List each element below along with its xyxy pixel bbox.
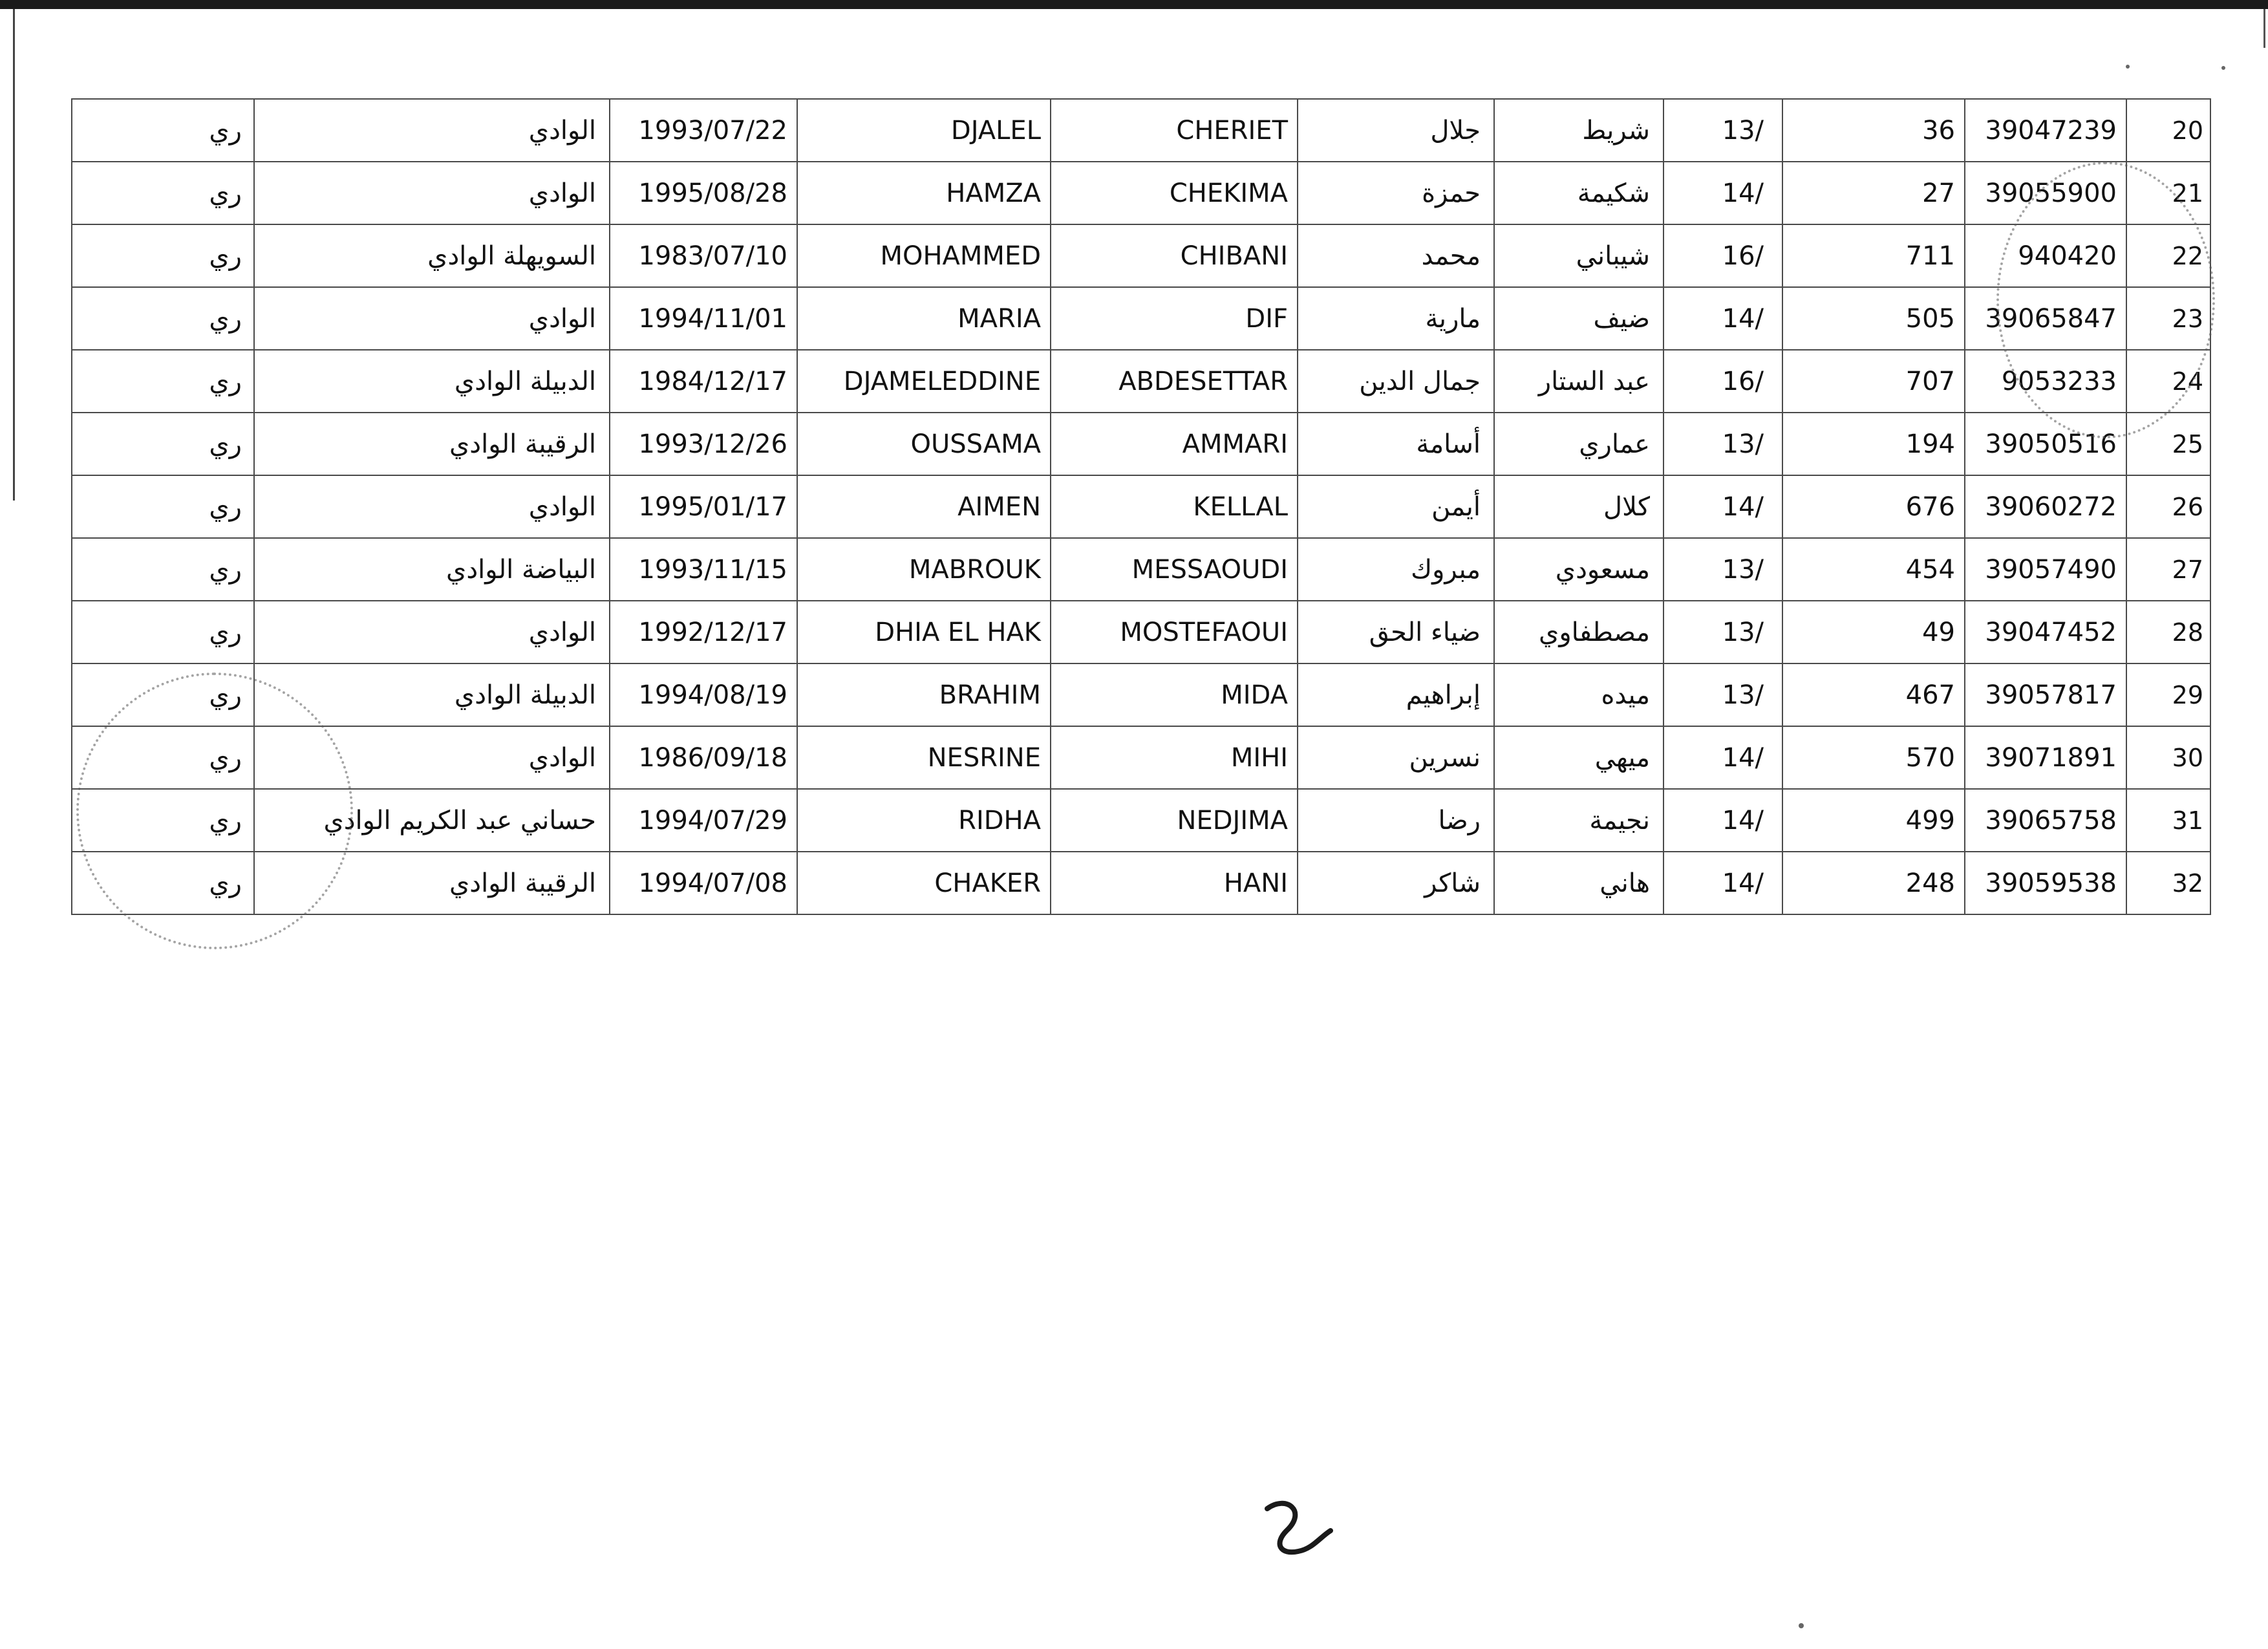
table-row: [72, 663, 2210, 726]
last-name-arabic-cell: نجيمة: [1494, 789, 1664, 852]
birthdate-cell: 1993/07/22: [610, 99, 797, 162]
official-stamp: [1996, 162, 2215, 438]
row-index-cell: 30: [2126, 726, 2210, 789]
first-name-latin-cell: DHIA EL HAK: [797, 601, 1051, 663]
scan-speck: [2126, 65, 2130, 69]
first-name-latin-cell: MOHAMMED: [797, 224, 1051, 287]
birthplace-cell: الدبيلة الوادي: [254, 663, 610, 726]
table-row: [72, 789, 2210, 852]
table-row: [72, 413, 2210, 475]
last-name-arabic-cell: شيباني: [1494, 224, 1664, 287]
last-name-latin-cell: ABDESETTAR: [1051, 350, 1298, 413]
registration-number-cell: 940420: [1965, 224, 2126, 287]
first-name-latin-cell: DJAMELEDDINE: [797, 350, 1051, 413]
registration-number-cell: 39060272: [1965, 475, 2126, 538]
seat-number-cell: 49: [1782, 601, 1965, 663]
table-row: [72, 852, 2210, 914]
birthdate-cell: 1986/09/18: [610, 726, 797, 789]
birthplace-cell: البياضة الوادي: [254, 538, 610, 601]
first-name-arabic-cell: جلال: [1298, 99, 1494, 162]
class-cell: 13/: [1664, 538, 1782, 601]
class-cell: 16/: [1664, 350, 1782, 413]
table-row: [72, 350, 2210, 413]
scan-edge-right: [2263, 9, 2265, 48]
last-name-latin-cell: KELLAL: [1051, 475, 1298, 538]
first-name-arabic-cell: مارية: [1298, 287, 1494, 350]
class-cell: 13/: [1664, 663, 1782, 726]
row-index-cell: 28: [2126, 601, 2210, 663]
birthplace-cell: الرقيبة الوادي: [254, 413, 610, 475]
class-cell: 14/: [1664, 287, 1782, 350]
status-cell: ري: [72, 538, 254, 601]
last-name-arabic-cell: عماري: [1494, 413, 1664, 475]
registration-number-cell: 39065758: [1965, 789, 2126, 852]
row-index-cell: 20: [2126, 99, 2210, 162]
seat-number-cell: 36: [1782, 99, 1965, 162]
last-name-latin-cell: CHERIET: [1051, 99, 1298, 162]
status-cell: ري: [72, 287, 254, 350]
status-cell: ري: [72, 224, 254, 287]
handwritten-page-mark: [1248, 1497, 1345, 1568]
first-name-latin-cell: BRAHIM: [797, 663, 1051, 726]
first-name-arabic-cell: جمال الدين: [1298, 350, 1494, 413]
first-name-arabic-cell: أسامة: [1298, 413, 1494, 475]
row-index-cell: 27: [2126, 538, 2210, 601]
seat-number-cell: 27: [1782, 162, 1965, 224]
last-name-latin-cell: DIF: [1051, 287, 1298, 350]
first-name-latin-cell: CHAKER: [797, 852, 1051, 914]
birthplace-cell: الرقيبة الوادي: [254, 852, 610, 914]
birthdate-cell: 1983/07/10: [610, 224, 797, 287]
registration-number-cell: 39059538: [1965, 852, 2126, 914]
table-row: [72, 601, 2210, 663]
first-name-arabic-cell: حمزة: [1298, 162, 1494, 224]
last-name-arabic-cell: ميهي: [1494, 726, 1664, 789]
birthplace-cell: الوادي: [254, 287, 610, 350]
birthplace-cell: الوادي: [254, 475, 610, 538]
first-name-arabic-cell: رضا: [1298, 789, 1494, 852]
status-cell: ري: [72, 413, 254, 475]
row-index-cell: 23: [2126, 287, 2210, 350]
roster-table: [71, 98, 2211, 915]
row-index-cell: 24: [2126, 350, 2210, 413]
class-cell: 14/: [1664, 475, 1782, 538]
row-index-cell: 32: [2126, 852, 2210, 914]
birthplace-cell: السويهلة الوادي: [254, 224, 610, 287]
first-name-arabic-cell: مبروك: [1298, 538, 1494, 601]
table-row: [72, 162, 2210, 224]
first-name-latin-cell: MABROUK: [797, 538, 1051, 601]
birthdate-cell: 1984/12/17: [610, 350, 797, 413]
class-cell: 14/: [1664, 726, 1782, 789]
registration-number-cell: 39057490: [1965, 538, 2126, 601]
birthdate-cell: 1993/12/26: [610, 413, 797, 475]
birthplace-cell: الوادي: [254, 726, 610, 789]
status-cell: ري: [72, 789, 254, 852]
birthdate-cell: 1994/07/29: [610, 789, 797, 852]
first-name-arabic-cell: ضياء الحق: [1298, 601, 1494, 663]
last-name-arabic-cell: شريط: [1494, 99, 1664, 162]
class-cell: 13/: [1664, 99, 1782, 162]
first-name-arabic-cell: أيمن: [1298, 475, 1494, 538]
last-name-latin-cell: CHEKIMA: [1051, 162, 1298, 224]
last-name-arabic-cell: شكيمة: [1494, 162, 1664, 224]
first-name-arabic-cell: إبراهيم: [1298, 663, 1494, 726]
first-name-arabic-cell: محمد: [1298, 224, 1494, 287]
last-name-latin-cell: MESSAOUDI: [1051, 538, 1298, 601]
seat-number-cell: 499: [1782, 789, 1965, 852]
row-index-cell: 29: [2126, 663, 2210, 726]
registration-number-cell: 39065847: [1965, 287, 2126, 350]
registration-number-cell: 39050516: [1965, 413, 2126, 475]
seat-number-cell: 248: [1782, 852, 1965, 914]
last-name-latin-cell: NEDJIMA: [1051, 789, 1298, 852]
last-name-arabic-cell: كلال: [1494, 475, 1664, 538]
birthdate-cell: 1992/12/17: [610, 601, 797, 663]
scan-edge-top: [0, 0, 2268, 9]
birthdate-cell: 1994/07/08: [610, 852, 797, 914]
last-name-arabic-cell: مسعودي: [1494, 538, 1664, 601]
status-cell: ري: [72, 350, 254, 413]
class-cell: 14/: [1664, 852, 1782, 914]
official-stamp: [76, 673, 353, 949]
seat-number-cell: 467: [1782, 663, 1965, 726]
row-index-cell: 25: [2126, 413, 2210, 475]
seat-number-cell: 711: [1782, 224, 1965, 287]
last-name-latin-cell: MIHI: [1051, 726, 1298, 789]
registration-number-cell: 39047452: [1965, 601, 2126, 663]
birthdate-cell: 1993/11/15: [610, 538, 797, 601]
status-cell: ري: [72, 475, 254, 538]
status-cell: ري: [72, 726, 254, 789]
status-cell: ري: [72, 162, 254, 224]
birthplace-cell: الدبيلة الوادي: [254, 350, 610, 413]
birthdate-cell: 1994/11/01: [610, 287, 797, 350]
roster-body: [72, 99, 2210, 914]
table-row: [72, 99, 2210, 162]
status-cell: ري: [72, 852, 254, 914]
birthplace-cell: الوادي: [254, 162, 610, 224]
first-name-latin-cell: DJALEL: [797, 99, 1051, 162]
seat-number-cell: 570: [1782, 726, 1965, 789]
birthdate-cell: 1994/08/19: [610, 663, 797, 726]
registration-number-cell: 39055900: [1965, 162, 2126, 224]
status-cell: ري: [72, 601, 254, 663]
class-cell: 16/: [1664, 224, 1782, 287]
first-name-latin-cell: HAMZA: [797, 162, 1051, 224]
row-index-cell: 21: [2126, 162, 2210, 224]
registration-number-cell: 9053233: [1965, 350, 2126, 413]
first-name-arabic-cell: شاكر: [1298, 852, 1494, 914]
row-index-cell: 26: [2126, 475, 2210, 538]
status-cell: ري: [72, 663, 254, 726]
scan-edge-left: [13, 9, 15, 501]
birthdate-cell: 1995/08/28: [610, 162, 797, 224]
seat-number-cell: 454: [1782, 538, 1965, 601]
last-name-arabic-cell: هاني: [1494, 852, 1664, 914]
last-name-arabic-cell: ضيف: [1494, 287, 1664, 350]
table-row: [72, 538, 2210, 601]
table-row: [72, 726, 2210, 789]
row-index-cell: 22: [2126, 224, 2210, 287]
last-name-arabic-cell: عبد الستار: [1494, 350, 1664, 413]
last-name-latin-cell: MIDA: [1051, 663, 1298, 726]
class-cell: 14/: [1664, 162, 1782, 224]
class-cell: 13/: [1664, 601, 1782, 663]
scan-speck: [1799, 1623, 1804, 1628]
class-cell: 13/: [1664, 413, 1782, 475]
first-name-latin-cell: AIMEN: [797, 475, 1051, 538]
first-name-latin-cell: NESRINE: [797, 726, 1051, 789]
status-cell: ري: [72, 99, 254, 162]
registration-number-cell: 39057817: [1965, 663, 2126, 726]
last-name-latin-cell: CHIBANI: [1051, 224, 1298, 287]
last-name-arabic-cell: مصطفاوي: [1494, 601, 1664, 663]
first-name-latin-cell: MARIA: [797, 287, 1051, 350]
last-name-latin-cell: AMMARI: [1051, 413, 1298, 475]
table-row: [72, 287, 2210, 350]
birthdate-cell: 1995/01/17: [610, 475, 797, 538]
birthplace-cell: الوادي: [254, 601, 610, 663]
scan-speck: [2221, 66, 2225, 70]
first-name-latin-cell: OUSSAMA: [797, 413, 1051, 475]
registration-number-cell: 39047239: [1965, 99, 2126, 162]
last-name-latin-cell: MOSTEFAOUI: [1051, 601, 1298, 663]
class-cell: 14/: [1664, 789, 1782, 852]
last-name-latin-cell: HANI: [1051, 852, 1298, 914]
seat-number-cell: 676: [1782, 475, 1965, 538]
seat-number-cell: 505: [1782, 287, 1965, 350]
first-name-arabic-cell: نسرين: [1298, 726, 1494, 789]
first-name-latin-cell: RIDHA: [797, 789, 1051, 852]
birthplace-cell: الوادي: [254, 99, 610, 162]
row-index-cell: 31: [2126, 789, 2210, 852]
birthplace-cell: حساني عبد الكريم الوادي: [254, 789, 610, 852]
table-row: [72, 475, 2210, 538]
table-row: [72, 224, 2210, 287]
registration-number-cell: 39071891: [1965, 726, 2126, 789]
seat-number-cell: 707: [1782, 350, 1965, 413]
seat-number-cell: 194: [1782, 413, 1965, 475]
last-name-arabic-cell: ميده: [1494, 663, 1664, 726]
